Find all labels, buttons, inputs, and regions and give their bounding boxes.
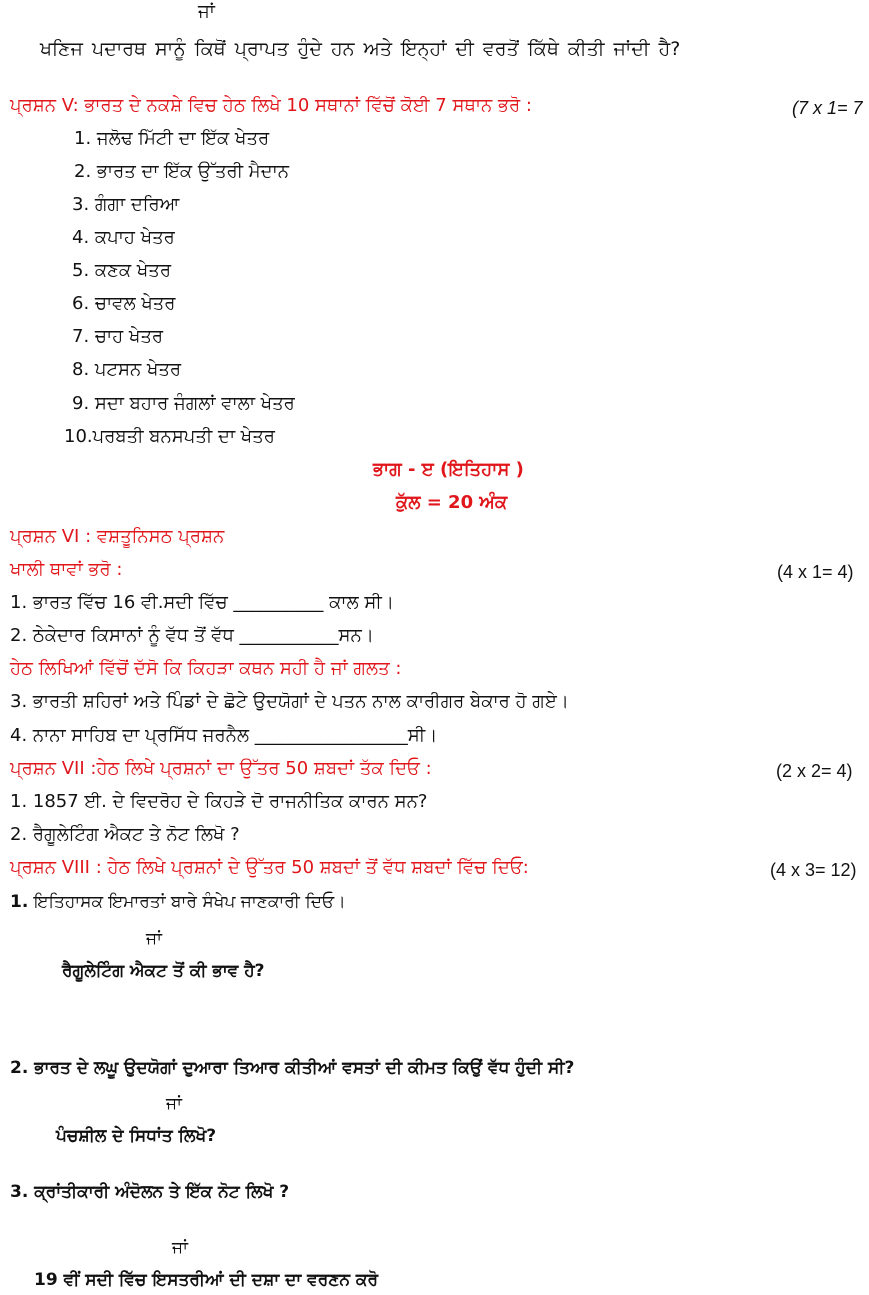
- list-item: 6. ਚਾਵਲ ਖੇਤਰ: [72, 293, 176, 314]
- list-item: 2. ਭਾਰਤ ਦੇ ਲਘੂ ਉਦਯੋਗਾਂ ਦੁਆਰਾ ਤਿਆਰ ਕੀਤੀਆਂ ਵਸਤਾਂ ਦੀ ਕੀਮਤ ਕਿਉਂ ਵੱਧ ਹੁੰਦੀ ਸੀ?: [10, 1058, 575, 1078]
- marks-label: (7 x 1= 7: [792, 98, 863, 118]
- list-item: [10, 1180, 289, 1204]
- item-text: ਕ੍ਰਾਂਤੀਕਾਰੀ ਅੰਦੋਲਨ ਤੇ ਇੱਕ ਨੋਟ ਲਿਖੋ ?: [28, 1182, 290, 1202]
- sub-heading: ਹੇਠ ਲਿਖਿਆਂ ਵਿੱਚੋਂ ਦੱਸੋ ਕਿ ਕਿਹੜਾ ਕਥਨ ਸਹੀ ਹੈ ਜਾਂ ਗਲਤ :: [10, 658, 402, 679]
- list-item: 3. ਭਾਰਤੀ ਸ਼ਹਿਰਾਂ ਅਤੇ ਪਿੰਡਾਂ ਦੇ ਛੋਟੇ ਉਦਯੋਗਾਂ ਦੇ ਪਤਨ ਨਾਲ ਕਾਰੀਗਰ ਬੇਕਾਰ ਹੋ ਗਏ।: [10, 691, 569, 712]
- question-heading: ਪ੍ਰਸ਼ਨ VI : ਵਸ਼ਤੂਨਿਸਠ ਪ੍ਰਸ਼ਨ: [10, 526, 225, 547]
- or-label: ਜਾਂ: [166, 1094, 182, 1114]
- item-number: 1.: [10, 892, 29, 912]
- marks-label: (2 x 2= 4): [776, 761, 853, 781]
- question-text: ਖਣਿਜ ਪਦਾਰਥ ਸਾਨੂੰ ਕਿਥੋਂ ਪ੍ਰਾਪਤ ਹੁੰਦੇ ਹਨ ਅਤੇ ਇਨ੍ਹਾਂ ਦੀ ਵਰਤੋਂ ਕਿੱਥੇ ਕੀਤੀ ਜਾਂਦੀ ਹੈ?: [40, 38, 681, 60]
- alternative-question: 19 ਵੀਂ ਸਦੀ ਵਿੱਚ ਇਸਤਰੀਆਂ ਦੀ ਦਸ਼ਾ ਦਾ ਵਰਣਨ ਕਰੋ: [34, 1270, 379, 1290]
- question-heading: ਪ੍ਰਸ਼ਨ VIII : ਹੇਠ ਲਿਖੇ ਪ੍ਰਸ਼ਨਾਂ ਦੇ ਉੱਤਰ 50 ਸ਼ਬਦਾਂ ਤੋਂ ਵੱਧ ਸ਼ਬਦਾਂ ਵਿੱਚ ਦਿਓ:: [10, 857, 529, 878]
- sub-heading: ਖਾਲੀ ਥਾਵਾਂ ਭਰੋ :: [10, 559, 123, 580]
- alternative-question: ਪੰਚਸ਼ੀਲ ਦੇ ਸਿਧਾਂਤ ਲਿਖੋ?: [56, 1126, 217, 1146]
- list-item: 5. ਕਣਕ ਖੇਤਰ: [72, 260, 171, 281]
- or-label: ਜਾਂ: [198, 1, 215, 22]
- question-heading: ਪ੍ਰਸ਼ਨ V: ਭਾਰਤ ਦੇ ਨਕਸ਼ੇ ਵਿਚ ਹੇਠ ਲਿਖੇ 10 ਸਥਾਨਾਂ ਵਿੱਚੋਂ ਕੋਈ 7 ਸਥਾਨ ਭਰੋ :: [10, 95, 532, 116]
- alternative-question: ਰੈਗੂਲੇਟਿੰਗ ਐਕਟ ਤੋਂ ਕੀ ਭਾਵ ਹੈ?: [62, 961, 265, 981]
- list-item: 8. ਪਟਸਨ ਖੇਤਰ: [72, 359, 182, 380]
- section-title: ਭਾਗ - ੲ (ਇਤਿਹਾਸ ): [373, 459, 524, 480]
- item-number: 3.: [10, 1182, 29, 1202]
- or-label: ਜਾਂ: [172, 1238, 188, 1258]
- or-label: ਜਾਂ: [146, 929, 162, 949]
- item-text: ਇਤਿਹਾਸਕ ਇਮਾਰਤਾਂ ਬਾਰੇ ਸੰਖੇਪ ਜਾਣਕਾਰੀ ਦਿਓ।: [28, 892, 346, 912]
- list-item: 2. ਭਾਰਤ ਦਾ ਇੱਕ ਉੱਤਰੀ ਮੈਦਾਨ: [74, 161, 289, 182]
- list-item: 1. ਜਲੋਢ ਮਿੱਟੀ ਦਾ ਇੱਕ ਖੇਤਰ: [74, 128, 270, 149]
- list-item: 9. ਸਦਾ ਬਹਾਰ ਜੰਗਲਾਂ ਵਾਲਾ ਖੇਤਰ: [72, 393, 295, 414]
- list-item: 3. ਗੰਗਾ ਦਰਿਆ: [72, 194, 180, 215]
- list-item: 2. ਠੇਕੇਦਾਰ ਕਿਸਾਨਾਂ ਨੂੰ ਵੱਧ ਤੋਂ ਵੱਧ ___________ਸਨ।: [10, 625, 374, 646]
- list-item: 1. ਭਾਰਤ ਵਿੱਚ 16 ਵੀ.ਸਦੀ ਵਿੱਚ __________ ਕਾਲ ਸੀ।: [10, 592, 394, 613]
- list-item: 7. ਚਾਹ ਖੇਤਰ: [72, 326, 164, 347]
- section-total: ਕੁੱਲ = 20 ਅੰਕ: [396, 492, 508, 513]
- question-heading: ਪ੍ਰਸ਼ਨ VII :ਹੇਠ ਲਿਖੇ ਪ੍ਰਸ਼ਨਾਂ ਦਾ ਉੱਤਰ 50 ਸ਼ਬਦਾਂ ਤੱਕ ਦਿਓ :: [10, 758, 432, 779]
- list-item: 1. 1857 ਈ. ਦੇ ਵਿਦਰੋਹ ਦੇ ਕਿਹੜੇ ਦੋ ਰਾਜਨੀਤਿਕ ਕਾਰਨ ਸਨ?: [10, 791, 428, 812]
- list-item: 4. ਨਾਨਾ ਸਾਹਿਬ ਦਾ ਪ੍ਰਸਿੱਧ ਜਰਨੈਲ _________________ਸੀ।: [10, 725, 438, 746]
- list-item: 10.ਪਰਬਤੀ ਬਨਸਪਤੀ ਦਾ ਖੇਤਰ: [64, 426, 275, 447]
- marks-label: (4 x 3= 12): [770, 860, 857, 880]
- list-item: 4. ਕਪਾਹ ਖੇਤਰ: [72, 227, 175, 248]
- list-item: 2. ਰੈਗੂਲੇਟਿੰਗ ਐਕਟ ਤੇ ਨੋਟ ਲਿਖੋ ?: [10, 824, 240, 845]
- list-item: [10, 890, 346, 914]
- marks-label: (4 x 1= 4): [777, 562, 854, 582]
